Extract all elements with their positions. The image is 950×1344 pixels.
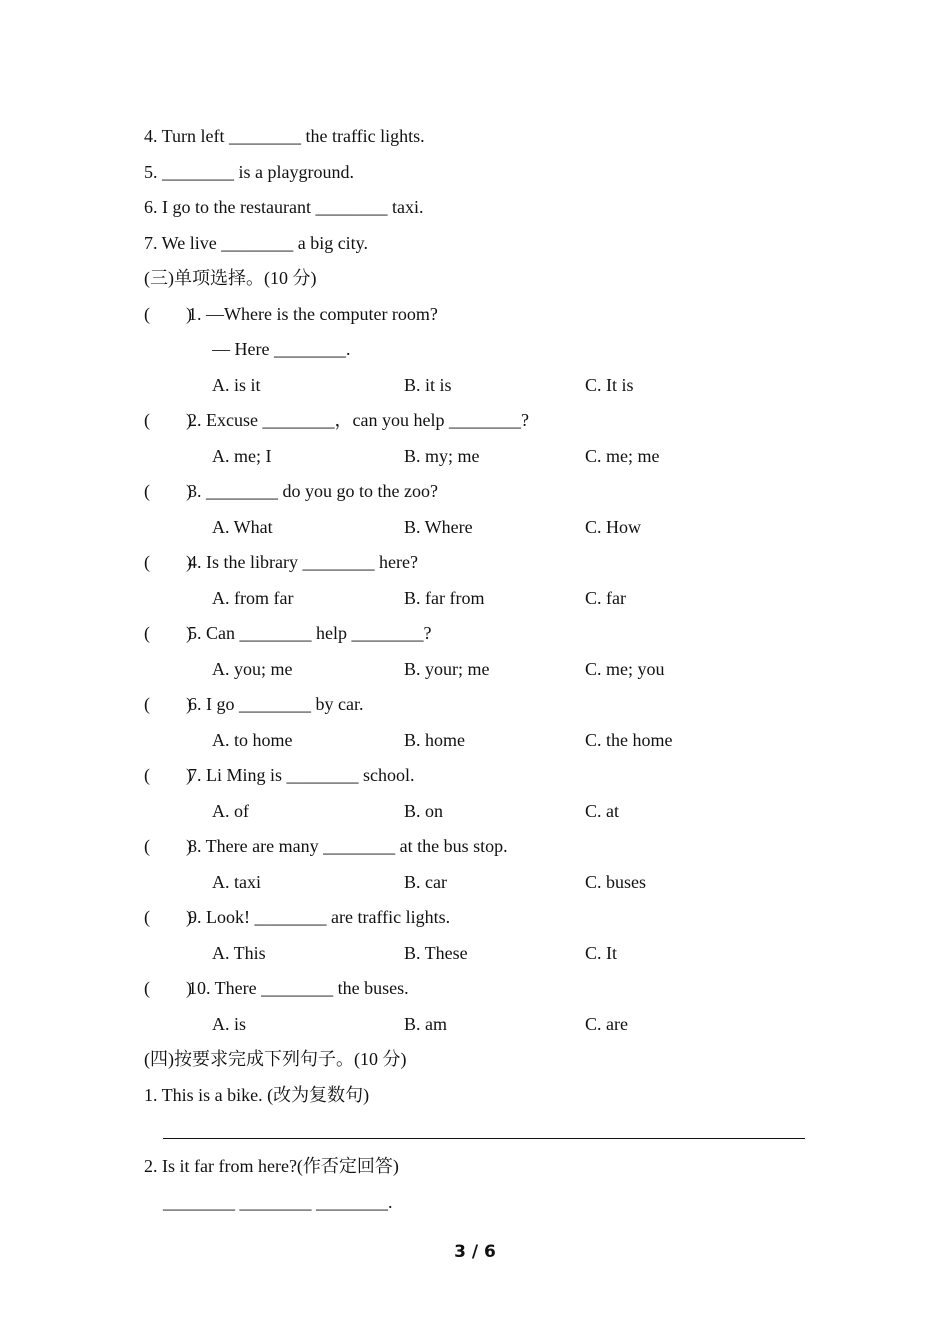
question-6-option-a: A. to home <box>212 730 293 750</box>
section-4-title: (四)按要求完成下列句子。(10 分) <box>144 1049 407 1069</box>
question-10-option-c: C. are <box>585 1014 628 1034</box>
question-8-text: 8. There are many ________ at the bus stop. <box>188 836 508 856</box>
question-7-option-a: A. of <box>212 801 249 821</box>
question-8-option-a: A. taxi <box>212 872 261 892</box>
answer-write-line <box>163 1138 805 1139</box>
section-4-question-2-blanks: ________ ________ ________. <box>163 1192 393 1212</box>
section-3-title: (三)单项选择。(10 分) <box>144 268 317 288</box>
question-4-option-c: C. far <box>585 588 626 608</box>
question-10-text: 10. There ________ the buses. <box>188 978 409 998</box>
question-10-option-b: B. am <box>404 1014 447 1034</box>
answer-paren: ( ) <box>144 836 192 856</box>
question-10-option-a: A. is <box>212 1014 247 1034</box>
answer-paren: ( ) <box>144 907 192 927</box>
answer-paren: ( ) <box>144 694 192 714</box>
question-1-option-a: A. is it <box>212 375 261 395</box>
fill-blank-item-6: 6. I go to the restaurant ________ taxi. <box>144 197 424 217</box>
question-8-option-c: C. buses <box>585 872 647 892</box>
question-4-text: 4. Is the library ________ here? <box>188 552 418 572</box>
answer-paren: ( ) <box>144 304 192 324</box>
question-3-option-c: C. How <box>585 517 642 537</box>
question-2-option-c: C. me; me <box>585 446 660 466</box>
section-4-question-2: 2. Is it far from here?(作否定回答) <box>144 1156 399 1176</box>
question-1-option-c: C. It is <box>585 375 634 395</box>
question-5-option-a: A. you; me <box>212 659 293 679</box>
section-4-question-1: 1. This is a bike. (改为复数句) <box>144 1085 370 1105</box>
question-5-option-b: B. your; me <box>404 659 490 679</box>
question-8-option-b: B. car <box>404 872 447 892</box>
question-3-option-b: B. Where <box>404 517 473 537</box>
question-3-text: 3. ________ do you go to the zoo? <box>188 481 438 501</box>
question-5-text: 5. Can ________ help ________? <box>188 623 432 643</box>
question-1-option-b: B. it is <box>404 375 452 395</box>
page-number: 3 / 6 <box>454 1242 496 1262</box>
question-9-text: 9. Look! ________ are traffic lights. <box>188 907 451 927</box>
question-7-option-c: C. at <box>585 801 619 821</box>
answer-paren: ( ) <box>144 978 192 998</box>
question-9-option-c: C. It <box>585 943 618 963</box>
question-6-text: 6. I go ________ by car. <box>188 694 364 714</box>
question-1-response: — Here ________. <box>212 339 351 359</box>
question-1-text: 1. —Where is the computer room? <box>188 304 438 324</box>
question-7-text: 7. Li Ming is ________ school. <box>188 765 415 785</box>
question-9-option-a: A. This <box>212 943 266 963</box>
answer-paren: ( ) <box>144 410 192 430</box>
question-6-option-c: C. the home <box>585 730 673 750</box>
answer-paren: ( ) <box>144 552 192 572</box>
question-2-option-b: B. my; me <box>404 446 480 466</box>
question-7-option-b: B. on <box>404 801 444 821</box>
question-3-option-a: A. What <box>212 517 273 537</box>
answer-paren: ( ) <box>144 765 192 785</box>
question-4-option-a: A. from far <box>212 588 294 608</box>
question-6-option-b: B. home <box>404 730 465 750</box>
question-5-option-c: C. me; you <box>585 659 665 679</box>
fill-blank-item-5: 5. ________ is a playground. <box>144 162 354 182</box>
question-9-option-b: B. These <box>404 943 468 963</box>
answer-paren: ( ) <box>144 481 192 501</box>
question-4-option-b: B. far from <box>404 588 485 608</box>
answer-paren: ( ) <box>144 623 192 643</box>
question-2-option-a: A. me; I <box>212 446 272 466</box>
fill-blank-item-4: 4. Turn left ________ the traffic lights. <box>144 126 425 146</box>
fill-blank-item-7: 7. We live ________ a big city. <box>144 233 369 253</box>
question-2-text: 2. Excuse ________，can you help ________? <box>188 410 529 430</box>
